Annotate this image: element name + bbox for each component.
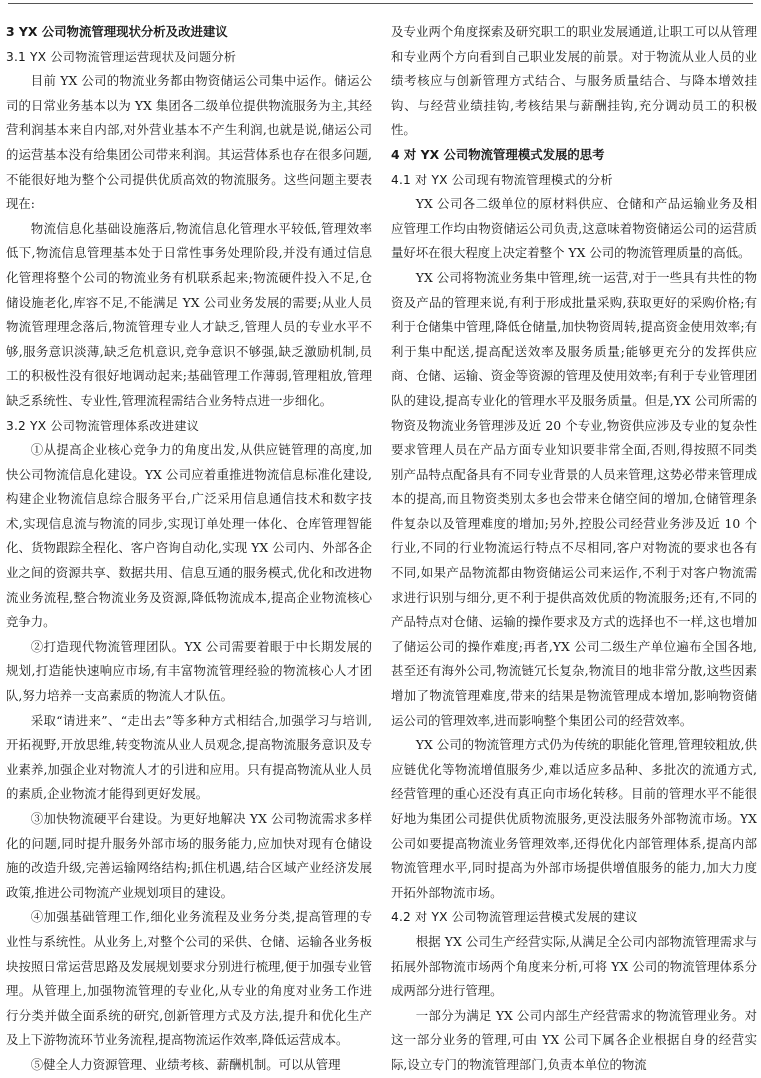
subsection-3-1-heading: 3.1 YX 公司物流管理运营现状及问题分析 [6, 49, 237, 64]
section-3-heading: 3 YX 公司物流管理现状分析及改进建议 [6, 24, 228, 39]
paragraph: 目前 YX 公司的物流业务都由物资储运公司集中运作。储运公司的日常业务基本以为 YX 集团各二级单位提供物流服务为主,其经营利润基本来自内部,对外营业基本不产生利润,也就是说,储运公司的运营基本没有给集团公司带来利润。其运营体系也存在很多问题,不能很好地为整个公司提供优质高效的物流服务。这些问题主要表现在: [6, 73, 372, 212]
section-4-heading: 4 对 YX 公司物流管理模式发展的思考 [391, 146, 605, 162]
paragraph: 采取“请进来”、“走出去”等多种方式相结合,加强学习与培训,开拓视野,开放思维,转变物流从业人员观念,提高物流服务意识及专业素养,加强企业对物流人才的引进和应用。只有提高物流从业人员的素质,企业物流才能得到更好发展。 [6, 712, 372, 802]
subsection-3-2-heading: 3.2 YX 公司物流管理体系改进建议 [6, 418, 199, 433]
paragraph-continued: 及专业两个角度探索及研究职工的职业发展通道,让职工可以从管理和专业两个方向看到自己职业发展的前景。对于物流从业人员的业绩考核应与创新管理方式结合、与服务质量结合、与降本增效挂钩、与经营业绩挂钩,考核结果与薪酬挂钩,充分调动员工的积极性。 [391, 24, 757, 138]
paragraph: ②打造现代物流管理团队。YX 公司需要着眼于中长期发展的规划,打造能快速响应市场,有丰富物流管理经验的物流核心人才团队,努力培养一支高素质的物流人才队伍。 [6, 638, 372, 704]
subsection-4-1-heading: 4.1 对 YX 公司现有物流管理模式的分析 [391, 172, 613, 187]
subsection-4-2-heading: 4.2 对 YX 公司物流管理运营模式发展的建议 [391, 910, 638, 925]
paragraph: 根据 YX 公司生产经营实际,从满足全公司内部物流管理需求与拓展外部物流市场两个角度来分析,可将 YX 公司的物流管理体系分成两部分进行管理。 [391, 933, 757, 999]
paragraph: ④加强基础管理工作,细化业务流程及业务分类,提高管理的专业性与系统性。从业务上,对整个公司的采供、仓储、运输各业务板块按照日常运营思路及发展规划要求分别进行梳理,便于加强专业管理。从管理上,加强物流管理的专业化,从专业的角度对业务工作进行分类并做全面系统的研究,创新管理方式及方法,提升和优化生产及上下游物流环节业务流程,提高物流运作效率,降低运营成本。 [6, 909, 372, 1048]
paragraph: YX 公司的物流管理方式仍为传统的职能化管理,管理较粗放,供应链优化等物流增值服务少,难以适应多品种、多批次的流通方式,经营管理的重心还没有真正向市场化转移。目前的管理水平不能很好地为集团公司提供优质物流服务,更没法服务外部物流市场。YX 公司如要提高物流业务管理效率,还得优化内部管理体系,提高内部物流管理水平,同时提高为外部市场提供增值服务的能力,加大力度开拓外部物流市场。 [391, 737, 757, 900]
header-rule [8, 3, 753, 4]
paragraph: YX 公司各二级单位的原材料供应、仓储和产品运输业务及相应管理工作均由物资储运公司负责,这意味着物资储运公司的运营质量好坏在很大程度上决定着整个 YX 公司的物流管理质量的高低。 [391, 196, 757, 261]
paragraph: ⑤健全人力资源管理、业绩考核、薪酬机制。可以从管理 [30, 1056, 341, 1072]
paragraph: 物流信息化基础设施落后,物流信息化管理水平较低,管理效率低下,物流信息管理基本处于日常性事务处理阶段,并没有通过信息化管理将整个公司的物流业务有机联系起来;物流硬件投入不足,仓储设施老化,库容不足,不能满足 YX 公司业务发展的需要;从业人员物流管理理念落后,物流管理专业人才缺乏,管理人员的专业水平不够,服务意识淡薄,缺乏危机意识,竞争意识不够强,缺乏激励机制,员工的积极性没有很好地调动起来;基础管理工作薄弱,管理粗放,管理缺乏系统性、专业性,管理流程需结合业务特点进一步细化。 [6, 220, 372, 408]
paragraph: ③加快物流硬平台建设。为更好地解决 YX 公司物流需求多样化的问题,同时提升服务外部市场的服务能力,应加快对现有仓储设施的改造升级,完善运输网络结构;抓住机遇,结合区域产业经济发展政策,推进公司物流产业规划项目的建设。 [6, 811, 372, 900]
paragraph: 一部分为满足 YX 公司内部生产经营需求的物流管理业务。对这一部分业务的管理,可由 YX 公司下属各企业根据自身的经营实际,设立专门的物流管理部门,负责本单位的物流 [391, 1007, 757, 1072]
left-column [6, 20, 372, 1078]
paragraph: ①从提高企业核心竞争力的角度出发,从供应链管理的高度,加快公司物流信息化建设。YX 公司应着重推进物流信息标准化建设,构建企业物流信息综合服务平台,广泛采用信息通信技术和数字技术,实现信息流与物流的同步,实现订单处理一体化、仓库管理智能化、货物跟踪全程化、客户咨询自动化,实现 YX 公司内、外部各企业之间的资源共享、数据共用、信息互通的服务模式,优化和改进物流业务流程,整合物流业务及资源,降低物流成本,提高企业物流核心竞争力。 [6, 442, 372, 630]
right-column [391, 20, 757, 1078]
paragraph: YX 公司将物流业务集中管理,统一运营,对于一些具有共性的物资及产品的管理来说,有利于形成批量采购,获取更好的采购价格;有利于仓储集中管理,降低仓储量,加快物资周转,提高资金使用效率;有利于集中配送,提高配送效率及服务质量;能够更充分的发挥供应商、仓储、运输、资金等资源的管理及使用效率;有利于专业管理团队的建设,提高专业化的管理水平及服务质量。但是,YX 公司所需的物资及物流业务管理涉及近 20 个专业,物资供应涉及专业的复杂性要求管理人员在产品方面专业知识要非常全面,否则,得按照不同类别产品特点配备具有不同专业背景的人员来管理,这势必带来管理成本的提高,而且物资类别太多也会带来仓储空间的增加,仓储管理条件复杂以及管理难度的增加;另外,控股公司经营业务涉及近 10 个行业,不同的行业物流运行特点不尽相同,客户对物流的要求也各有不同,如果产品物流都由物资储运公司来运作,不利于对客户物流需求进行识别与细分,更不利于提供高效优质的物流服务;还有,不同的产品特点对仓储、运输的操作要求及方式的选择也不一样,这也增加了储运公司的操作难度;再者,YX 公司二级生产单位遍布全国各地,甚至还有海外公司,物流链冗长复杂,物流目的地非常分散,这些因素增加了物流管理难度,带来的结果是物流管理成本增加,影响物资储运公司的管理效率,进而影响整个集团公司的经营效率。 [391, 269, 757, 728]
